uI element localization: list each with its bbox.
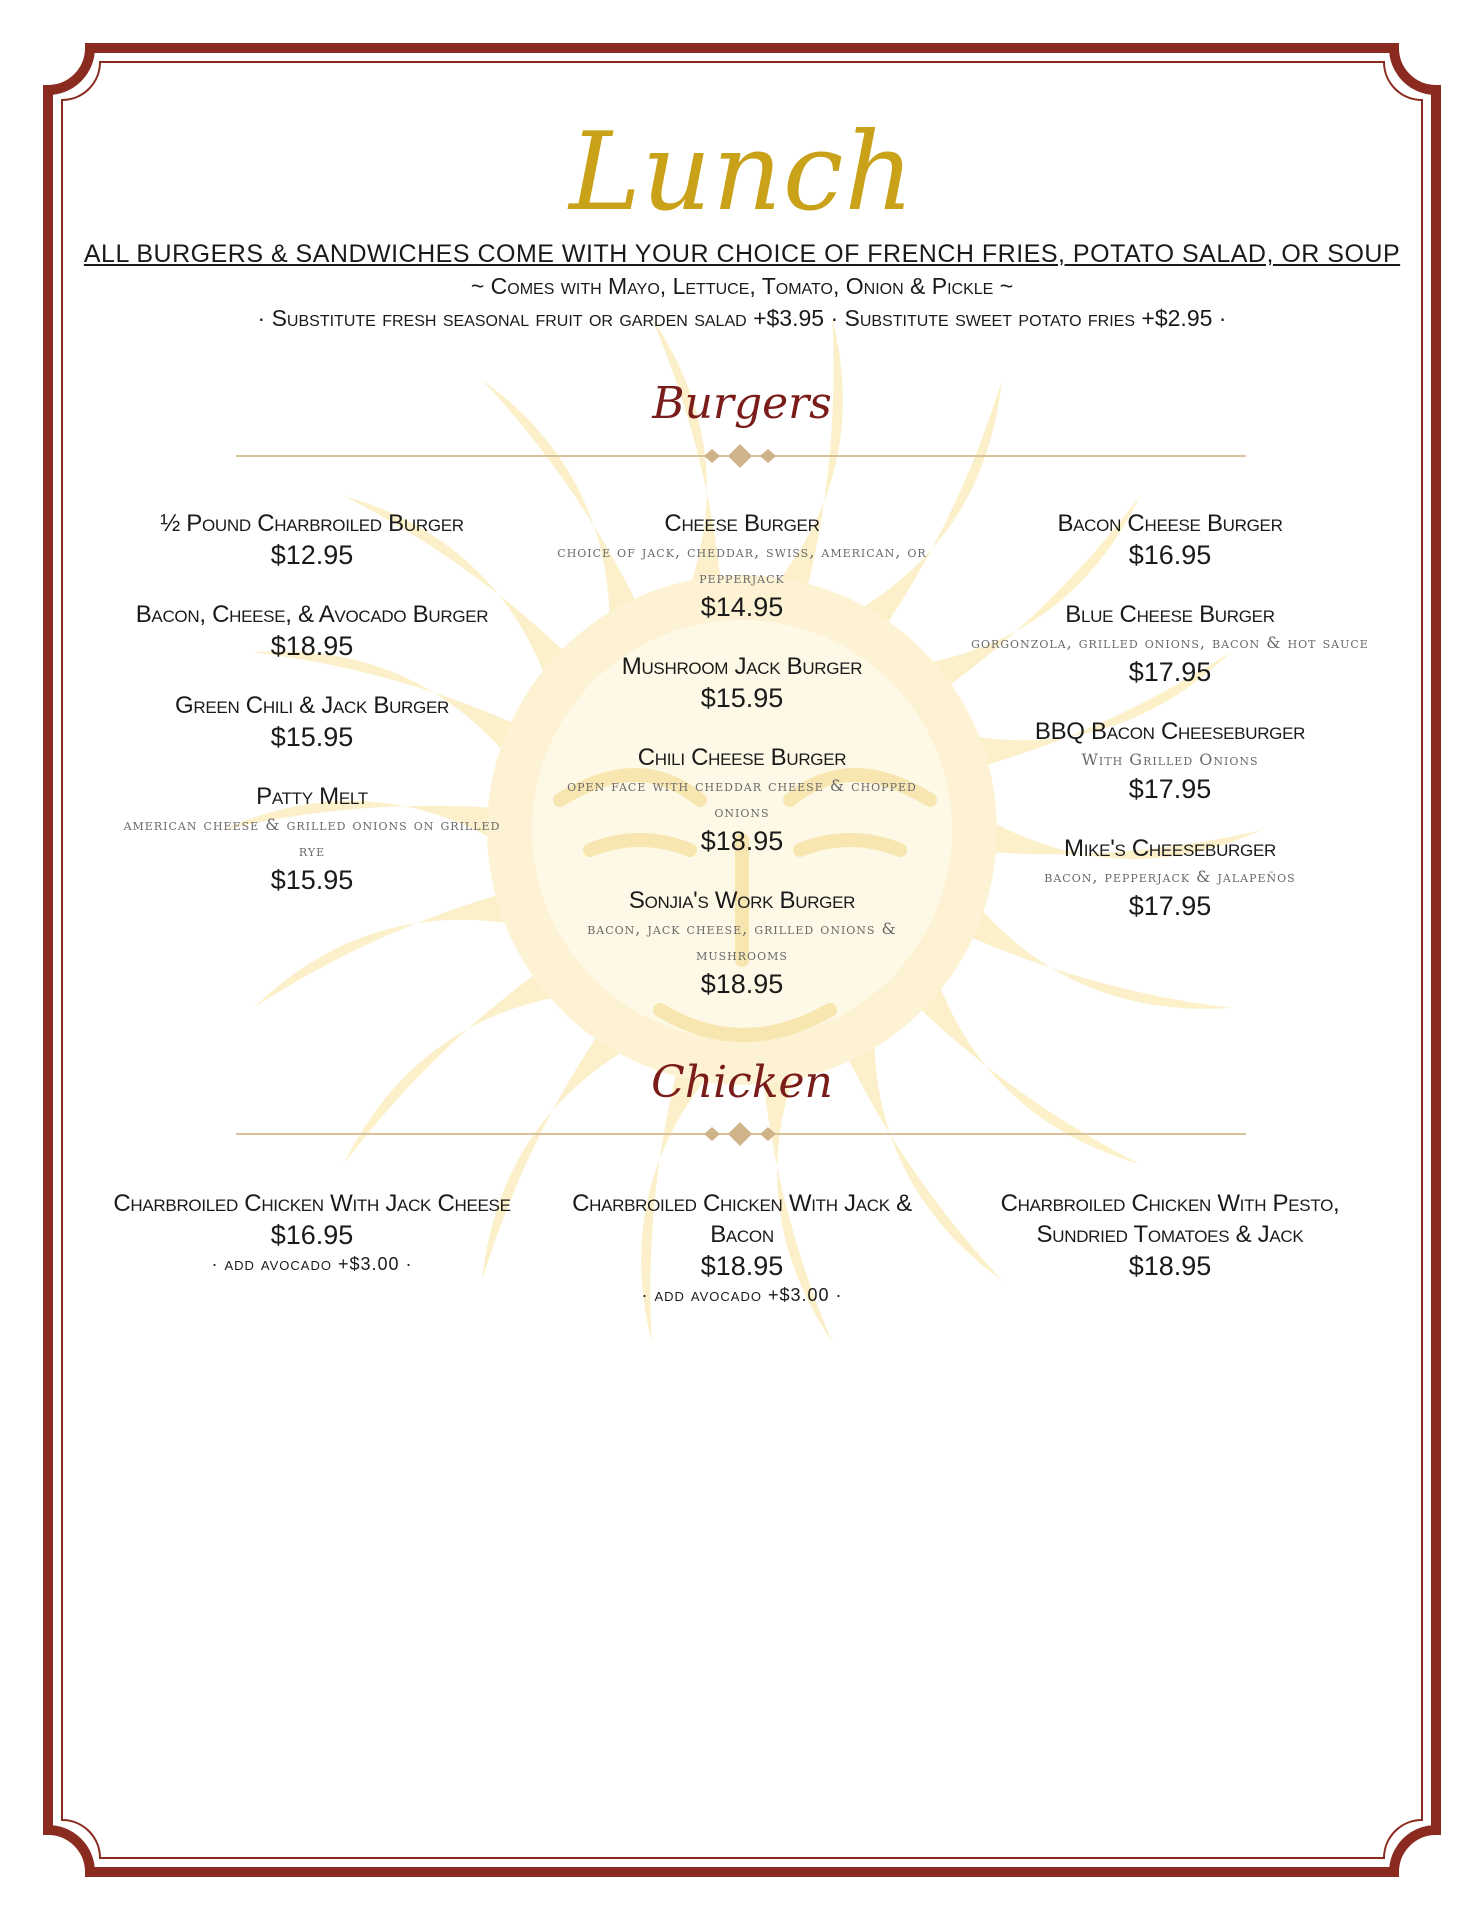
menu-item-name: Cheese Burger [664,510,820,537]
menu-item [542,885,942,1000]
menu-item-description: bacon, jack cheese, grilled onions & mushrooms [587,919,897,964]
chicken-column-3 [970,1188,1370,1310]
menu-item-price: $18.95 [700,969,784,999]
menu-item-name: Sonjia's Work Burger [628,887,856,914]
menu-item-price: $15.95 [270,722,354,752]
menu-item-name: Bacon, Cheese, & Avocado Burger [135,601,489,628]
menu-item-price: $18.95 [700,826,784,856]
menu-item-addon: · add avocado +$3.00 · [211,1254,413,1274]
menu-item-name: Blue Cheese Burger [1065,601,1275,628]
menu-item-price: $15.95 [700,683,784,713]
menu-item-description: choice of jack, cheddar, swiss, american, or pepperjack [557,542,927,587]
menu-item-name: Patty Melt [256,783,368,810]
chicken-column-2 [542,1188,942,1336]
menu-item [112,690,512,753]
menu-item [542,651,942,714]
menu-item-name: Mike's Cheeseburger [1064,835,1276,862]
menu-item-price: $18.95 [700,1251,784,1281]
menu-item [112,1188,512,1277]
chicken-column-1 [112,1188,512,1305]
menu-item-name: Mushroom Jack Burger [621,653,863,680]
substitution-note: · Substitute fresh seasonal fruit or garden salad +$3.95 · Substitute sweet potato fries +$2.95 · [257,305,1227,331]
chicken-heading: Chicken [651,1057,833,1108]
menu-item [542,742,942,857]
menu-item-name: Charbroiled Chicken With Pesto, Sundried Tomatoes & Jack [1000,1190,1340,1248]
menu-item-name: Charbroiled Chicken With Jack & Bacon [572,1190,912,1248]
menu-item [112,508,512,571]
menu-item-price: $17.95 [1128,891,1212,921]
menu-item-price: $17.95 [1128,774,1212,804]
menu-item [542,508,942,623]
toppings-note: ~ Comes with Mayo, Lettuce, Tomato, Onion & Pickle ~ [470,273,1014,299]
menu-item-price: $18.95 [270,631,354,661]
sides-note: ALL BURGERS & SANDWICHES COME WITH YOUR CHOICE OF FRENCH FRIES, POTATO SALAD, OR SOUP [83,240,1401,268]
menu-item-price: $16.95 [270,1220,354,1250]
burgers-column-1 [112,508,512,924]
menu-item [970,508,1370,571]
menu-item-price: $16.95 [1128,540,1212,570]
menu-item-name: BBQ Bacon Cheeseburger [1034,718,1306,745]
menu-item-name: ½ Pound Charbroiled Burger [160,510,464,537]
burgers-column-3 [970,508,1370,950]
menu-item-name: Bacon Cheese Burger [1057,510,1283,537]
menu-title: Lunch [569,110,915,235]
burgers-ornament [690,441,790,471]
menu-item-price: $18.95 [1128,1251,1212,1281]
menu-item-description: open face with cheddar cheese & chopped onions [567,776,917,821]
menu-item-price: $15.95 [270,865,354,895]
menu-item [112,781,512,896]
menu-item [970,1188,1370,1282]
menu-item-name: Green Chili & Jack Burger [175,692,449,719]
menu-item [542,1188,942,1308]
menu-item-price: $17.95 [1128,657,1212,687]
menu-item [970,716,1370,805]
menu-item [970,833,1370,922]
menu-item [970,599,1370,688]
burgers-column-2 [542,508,942,1028]
burgers-heading: Burgers [652,378,832,429]
menu-item [112,599,512,662]
menu-item-name: Charbroiled Chicken With Jack Cheese [113,1190,511,1217]
menu-item-price: $14.95 [700,592,784,622]
menu-item-name: Chili Cheese Burger [637,744,847,771]
chicken-ornament [690,1119,790,1149]
menu-item-description: bacon, pepperjack & jalapeños [1044,867,1296,886]
menu-item-addon: · add avocado +$3.00 · [641,1285,843,1305]
menu-item-description: With Grilled Onions [1081,750,1259,769]
menu-item-description: gorgonzola, grilled onions, bacon & hot sauce [971,633,1369,652]
menu-item-description: american cheese & grilled onions on grilled rye [123,815,501,860]
menu-item-price: $12.95 [270,540,354,570]
